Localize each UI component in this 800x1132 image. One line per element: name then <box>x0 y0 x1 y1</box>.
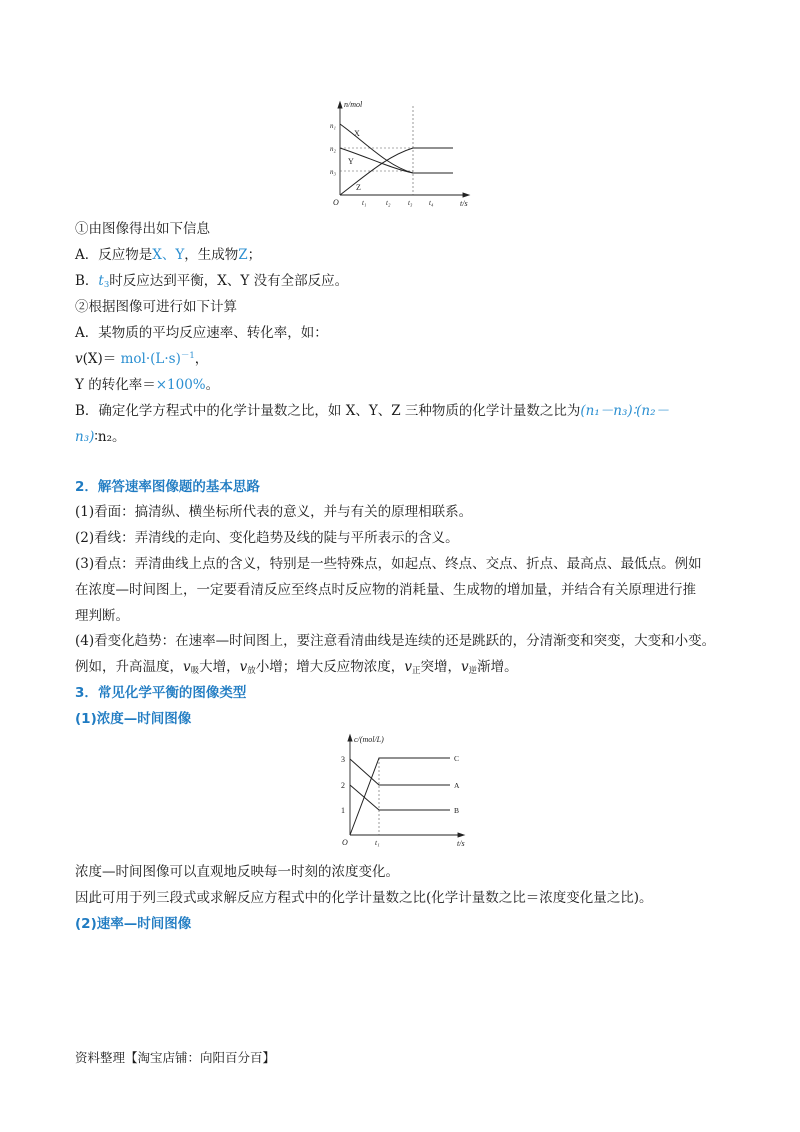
conversion-formula: Y 的转化率＝×100%。 <box>75 377 220 393</box>
tick-t1: t₁ <box>362 199 367 207</box>
ratio-part2: n₃) <box>75 429 95 445</box>
figure-c-t-graph <box>332 728 472 848</box>
calc-intro: ②根据图像可进行如下计算 <box>75 299 237 315</box>
y-axis-label: c/(mol/L) <box>354 735 384 744</box>
ct-desc-2: 因此可用于列三段式或求解反应方程式中的化学计量数之比(化学计量数之比＝浓度变化量之比)。 <box>75 890 653 906</box>
label-z: Z <box>356 183 361 192</box>
origin-label: O <box>342 838 348 847</box>
tick-n1: n₁ <box>330 122 336 130</box>
tick-1: 1 <box>341 806 345 815</box>
footer-source: 资料整理【淘宝店铺：向阳百分百】 <box>75 1050 276 1065</box>
info-item-a: A．反应物是X、Y，生成物Z； <box>75 247 262 263</box>
calc-b-cont: n₃)∶n₂。 <box>75 429 126 445</box>
tick-t4: t₄ <box>429 199 434 207</box>
label-a: A <box>454 781 460 790</box>
label-y: Y <box>348 157 354 166</box>
tick-2: 2 <box>341 781 345 790</box>
x-axis-label: t/s <box>457 839 465 848</box>
info-intro: ①由图像得出如下信息 <box>75 221 210 237</box>
step-4-line1: (4)看变化趋势：在速率—时间图上，要注意看清曲线是连续的还是跳跃的，分清渐变和突变，大变和小变。 <box>75 633 716 649</box>
step-1: (1)看面：搞清纵、横坐标所代表的意义，并与有关的原理相联系。 <box>75 504 473 520</box>
label-b: B <box>454 806 460 815</box>
tick-3: 3 <box>341 755 345 764</box>
step-2: (2)看线：弄清线的走向、变化趋势及线的陡与平所表示的含义。 <box>75 530 459 546</box>
step-3-line3: 理判断。 <box>75 608 129 624</box>
step-3-line1: (3)看点：弄清曲线上点的含义，特别是一些特殊点，如起点、终点、交点、折点、最高点、最低点。例如 <box>75 556 702 572</box>
tick-t2: t₂ <box>386 199 391 207</box>
calc-b: B．确定化学方程式中的化学计量数之比，如 X、Y、Z 三种物质的化学计量数之比为(n₁－n₃)∶(n₂－ <box>75 403 670 419</box>
tick-t3: t₃ <box>408 199 413 207</box>
origin-label: O <box>333 198 339 207</box>
label-x: X <box>354 129 360 138</box>
tick-n2: n₂ <box>330 145 336 153</box>
step-3-line2: 在浓度—时间图上，一定要看清反应至终点时反应物的消耗量、生成物的增加量，并结合有关原理进行推 <box>75 582 696 598</box>
product: Z <box>238 247 248 263</box>
figure-n-t-graph <box>325 98 475 210</box>
x-axis-label: t/s <box>460 199 468 208</box>
curve-b <box>350 785 450 810</box>
section-2-title: 2．解答速率图像题的基本思路 <box>75 479 260 495</box>
section-3-title: 3．常见化学平衡的图像类型 <box>75 685 247 701</box>
ct-desc-1: 浓度—时间图像可以直观地反映每一时刻的浓度变化。 <box>75 864 399 880</box>
ratio-part1: (n₁－n₃)∶(n₂－ <box>580 403 670 419</box>
step-4-line2: 例如，升高温度，$v_吸$大增，$v_放$小增；增大反应物浓度，$v_正$突增，$v_逆$渐增。 <box>75 659 518 676</box>
subsection-concentration-time: (1)浓度—时间图像 <box>75 711 192 727</box>
subsection-rate-time: (2)速率—时间图像 <box>75 916 192 932</box>
reactants: X、Y <box>152 247 185 263</box>
tick-t1: t₁ <box>375 838 380 847</box>
rate-formula: $v(X)= mol\cdot(L\cdot s)^{-1}$， <box>75 351 209 367</box>
calc-a: A．某物质的平均反应速率、转化率，如： <box>75 325 328 341</box>
tick-n3: n₃ <box>330 168 336 176</box>
label-c: C <box>454 754 460 763</box>
info-item-b: B．$t_3$时反应达到平衡，X、Y 没有全部反应。 <box>75 273 349 290</box>
y-axis-label: n/mol <box>344 100 363 109</box>
curve-a <box>350 759 450 785</box>
curve-c <box>350 758 450 835</box>
